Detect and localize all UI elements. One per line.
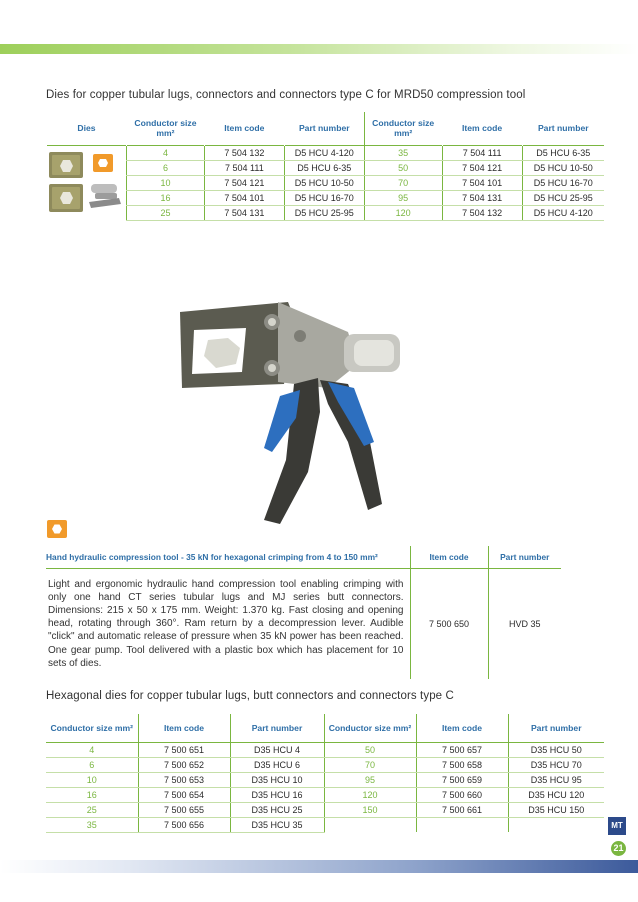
table-header-row bbox=[46, 714, 604, 742]
item-code-cell: 7 504 101 bbox=[442, 175, 522, 190]
part-number-cell: D5 HCU 16-70 bbox=[522, 175, 604, 190]
part-number-cell: D5 HCU 10-50 bbox=[522, 160, 604, 175]
conductor-size-cell: 120 bbox=[364, 205, 442, 220]
conductor-size-cell: 25 bbox=[46, 802, 138, 817]
item-code-cell: 7 504 101 bbox=[204, 190, 284, 205]
part-number-cell: D35 HCU 6 bbox=[230, 757, 324, 772]
logo-icon: MT bbox=[608, 817, 626, 835]
table-row bbox=[47, 190, 605, 205]
part-number-cell: D5 HCU 16-70 bbox=[284, 190, 364, 205]
die-set-image bbox=[47, 150, 125, 216]
part-number-cell: HVD 35 bbox=[488, 569, 561, 679]
table-row bbox=[47, 175, 605, 190]
conductor-size-cell: 95 bbox=[324, 772, 416, 787]
col-header-item-code: Item code bbox=[138, 714, 230, 742]
conductor-size-cell: 150 bbox=[324, 802, 416, 817]
compression-tool-image bbox=[168, 292, 418, 532]
col-header-part-number: Part number bbox=[488, 546, 561, 568]
conductor-size-cell: 50 bbox=[364, 160, 442, 175]
table-row bbox=[47, 145, 605, 160]
part-number-cell: D5 HCU 25-95 bbox=[522, 190, 604, 205]
conductor-size-cell: 16 bbox=[46, 787, 138, 802]
col-header-item-code: Item code bbox=[204, 112, 284, 145]
conductor-size-cell: 6 bbox=[46, 757, 138, 772]
part-number-cell: D35 HCU 10 bbox=[230, 772, 324, 787]
conductor-size-cell: 6 bbox=[126, 160, 204, 175]
item-code-cell: 7 504 132 bbox=[204, 145, 284, 160]
top-decorative-band bbox=[0, 44, 638, 54]
item-code-cell: 7 500 656 bbox=[138, 817, 230, 832]
item-code-cell: 7 500 655 bbox=[138, 802, 230, 817]
part-number-cell: D35 HCU 70 bbox=[508, 757, 604, 772]
conductor-size-cell: 4 bbox=[126, 145, 204, 160]
table-row bbox=[46, 742, 604, 757]
part-number-cell: D35 HCU 120 bbox=[508, 787, 604, 802]
item-code-cell: 7 500 661 bbox=[416, 802, 508, 817]
table-row bbox=[46, 802, 604, 817]
part-number-cell: D35 HCU 35 bbox=[230, 817, 324, 832]
col-header-conductor-size: Conductor size mm² bbox=[126, 112, 204, 145]
hexagon-crimp-icon bbox=[47, 520, 67, 538]
part-number-cell: D5 HCU 10-50 bbox=[284, 175, 364, 190]
conductor-size-cell: 25 bbox=[126, 205, 204, 220]
part-number-cell: D35 HCU 25 bbox=[230, 802, 324, 817]
part-number-cell: D35 HCU 95 bbox=[508, 772, 604, 787]
part-number-cell: D35 HCU 4 bbox=[230, 742, 324, 757]
conductor-size-cell: 35 bbox=[364, 145, 442, 160]
conductor-size-cell: 10 bbox=[46, 772, 138, 787]
tool-header-title: Hand hydraulic compression tool - 35 kN for hexagonal crimping from 4 to 150 mm² bbox=[46, 552, 378, 562]
col-header-part-number: Part number bbox=[230, 714, 324, 742]
item-code-cell: 7 500 654 bbox=[138, 787, 230, 802]
tool-description: Light and ergonomic hydraulic hand compression tool enabling crimping with only one hand CT series tubular lugs and MJ series butt connectors. Dimensions: 215 x 50 x 175 mm. Weight: 1.370 kg. Fast closing and opening head, rotating through 360°. Ram return by a decompression lever. Audible "click" and automatic release of pressure when 35 kN power has been reached. One gear pump. Tool delivered with a plastic box which has placement for 10 sets of dies. bbox=[48, 578, 404, 669]
item-code-cell: 7 500 652 bbox=[138, 757, 230, 772]
table-row bbox=[46, 817, 604, 832]
col-header-part-number: Part number bbox=[522, 112, 604, 145]
part-number-cell: D5 HCU 6-35 bbox=[522, 145, 604, 160]
section2-title: Hexagonal dies for copper tubular lugs, butt connectors and connectors type C bbox=[46, 690, 454, 702]
item-code-cell: 7 504 121 bbox=[442, 160, 522, 175]
tool-description-table bbox=[46, 568, 561, 679]
item-code-cell: 7 500 657 bbox=[416, 742, 508, 757]
item-code-cell: 7 500 651 bbox=[138, 742, 230, 757]
table-row bbox=[46, 757, 604, 772]
part-number-cell: D5 HCU 4-120 bbox=[284, 145, 364, 160]
dies-table-mrd50 bbox=[46, 112, 604, 221]
col-header-item-code: Item code bbox=[416, 714, 508, 742]
part-number-cell: D5 HCU 4-120 bbox=[522, 205, 604, 220]
part-number-cell: D5 HCU 6-35 bbox=[284, 160, 364, 175]
section1-title: Dies for copper tubular lugs, connectors and connectors type C for MRD50 compression tool bbox=[46, 89, 526, 101]
col-header-dies: Dies bbox=[47, 112, 127, 145]
dies-image-cell bbox=[47, 145, 127, 220]
item-code-cell bbox=[416, 817, 508, 832]
conductor-size-cell: 35 bbox=[46, 817, 138, 832]
conductor-size-cell: 10 bbox=[126, 175, 204, 190]
col-header-conductor-size: Conductor size mm² bbox=[50, 722, 134, 733]
conductor-size-cell: 70 bbox=[364, 175, 442, 190]
table-header-row bbox=[47, 112, 605, 145]
table-row bbox=[47, 205, 605, 220]
page-number: 21 bbox=[611, 841, 626, 856]
item-code-cell: 7 504 131 bbox=[442, 190, 522, 205]
part-number-cell: D35 HCU 150 bbox=[508, 802, 604, 817]
conductor-size-cell: 50 bbox=[324, 742, 416, 757]
col-header-part-number: Part number bbox=[284, 112, 364, 145]
part-number-cell: D35 HCU 50 bbox=[508, 742, 604, 757]
item-code-cell: 7 504 121 bbox=[204, 175, 284, 190]
conductor-size-cell: 120 bbox=[324, 787, 416, 802]
conductor-size-cell: 95 bbox=[364, 190, 442, 205]
tool-header-table bbox=[46, 546, 561, 568]
item-code-cell: 7 500 659 bbox=[416, 772, 508, 787]
item-code-cell: 7 500 653 bbox=[138, 772, 230, 787]
table-row bbox=[46, 772, 604, 787]
bottom-decorative-band bbox=[0, 860, 638, 873]
col-header-item-code: Item code bbox=[410, 546, 488, 568]
item-code-cell: 7 504 131 bbox=[204, 205, 284, 220]
tubular-lug-icon bbox=[91, 184, 117, 193]
conductor-size-cell: 4 bbox=[46, 742, 138, 757]
part-number-cell: D5 HCU 25-95 bbox=[284, 205, 364, 220]
col-header-item-code: Item code bbox=[442, 112, 522, 145]
table-row bbox=[46, 569, 561, 679]
item-code-cell: 7 504 111 bbox=[442, 145, 522, 160]
col-header-conductor-size: Conductor size mm² bbox=[324, 714, 416, 742]
table-row bbox=[47, 160, 605, 175]
conductor-size-cell: 16 bbox=[126, 190, 204, 205]
part-number-cell: D35 HCU 16 bbox=[230, 787, 324, 802]
table-row bbox=[46, 787, 604, 802]
item-code-cell: 7 500 650 bbox=[410, 569, 488, 679]
col-header-part-number: Part number bbox=[508, 714, 604, 742]
item-code-cell: 7 504 132 bbox=[442, 205, 522, 220]
hexagonal-dies-table bbox=[46, 714, 604, 833]
col-header-conductor-size: Conductor size mm² bbox=[364, 112, 442, 145]
item-code-cell: 7 500 658 bbox=[416, 757, 508, 772]
part-number-cell bbox=[508, 817, 604, 832]
item-code-cell: 7 500 660 bbox=[416, 787, 508, 802]
conductor-size-cell bbox=[324, 817, 416, 832]
conductor-size-cell: 70 bbox=[324, 757, 416, 772]
item-code-cell: 7 504 111 bbox=[204, 160, 284, 175]
